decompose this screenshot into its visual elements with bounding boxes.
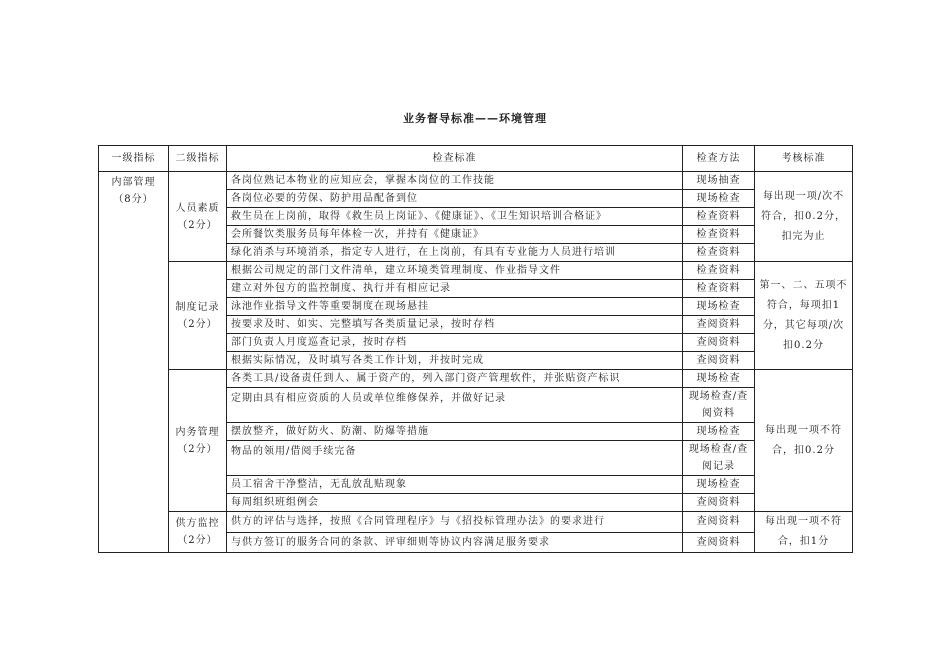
method-cell: 现场检查: [683, 423, 755, 441]
method-cell: 检查资料: [683, 208, 755, 226]
standard-cell: 按要求及时、如实、完整填写各类质量记录，按时存档: [227, 316, 683, 334]
method-cell: 现场检查: [683, 476, 755, 494]
header-standard: 检查标准: [227, 146, 683, 172]
standard-cell: 各岗位熟记本物业的应知应会，掌握本岗位的工作技能: [227, 172, 683, 190]
level2-name: 人员素质: [175, 202, 220, 214]
standard-cell: 绿化消杀与环境消杀，指定专人进行，在上岗前，有具有专业能力人员进行培训: [227, 244, 683, 262]
standard-cell: 与供方签订的服务合同的条款、评审细则等协议内容满足服务要求: [227, 532, 683, 553]
table-row: [99, 172, 853, 190]
method-cell: 检查资料: [683, 262, 755, 280]
standard-cell: 定期由具有相应资质的人员或单位维修保养，并做好记录: [227, 388, 683, 423]
table-row: [99, 370, 853, 388]
header-method: 检查方法: [683, 146, 755, 172]
method-cell: 现场检查/查阅资料: [683, 388, 755, 423]
assessment-cell: 每出现一项不符合，扣0.2分: [755, 370, 853, 512]
level2-cell: [169, 512, 227, 553]
header-level1: 一级指标: [99, 146, 169, 172]
table-header-row: [99, 146, 853, 172]
level2-cell: [169, 262, 227, 370]
level2-score: （2分）: [177, 219, 218, 231]
standard-cell: 根据公司规定的部门文件清单，建立环境类管理制度、作业指导文件: [227, 262, 683, 280]
standard-cell: 员工宿舍干净整洁，无乱放乱贴现象: [227, 476, 683, 494]
standard-cell: 泳池作业指导文件等重要制度在现场悬挂: [227, 298, 683, 316]
standard-cell: 各类工具/设备责任到人、属于资产的，列入部门资产管理软件，并张贴资产标识: [227, 370, 683, 388]
level2-name: 供方监控: [175, 518, 220, 529]
method-cell: 检查资料: [683, 244, 755, 262]
level2-score: （2分）: [177, 318, 218, 330]
method-cell: 现场检查: [683, 298, 755, 316]
table-row: [99, 262, 853, 280]
standard-cell: 物品的领用/借阅手续完备: [227, 441, 683, 476]
method-cell: 现场检查: [683, 370, 755, 388]
method-cell: 查阅资料: [683, 352, 755, 370]
method-cell: 现场检查/查阅记录: [683, 441, 755, 476]
method-cell: 查阅资料: [683, 512, 755, 533]
standard-cell: 部门负责人月度巡查记录，按时存档: [227, 334, 683, 352]
level2-cell: [169, 370, 227, 512]
level1-cell: [99, 172, 169, 553]
method-cell: 查阅资料: [683, 334, 755, 352]
level2-name: 内务管理: [175, 426, 220, 438]
level2-cell: [169, 172, 227, 262]
standard-cell: 建立对外包方的监控制度、执行并有相应记录: [227, 280, 683, 298]
standard-cell: 根据实际情况，及时填写各类工作计划，并按时完成: [227, 352, 683, 370]
method-cell: 检查资料: [683, 280, 755, 298]
assessment-cell: 第一、二、五项不符合，每项扣1分，其它每项/次扣0.2分: [755, 262, 853, 370]
level2-score: （2分）: [177, 443, 218, 455]
method-cell: 现场检查: [683, 190, 755, 208]
level2-score: （2分）: [177, 535, 218, 546]
method-cell: 检查资料: [683, 226, 755, 244]
method-cell: 查阅资料: [683, 532, 755, 553]
assessment-cell: 每出现一项不符合，扣1分: [755, 512, 853, 553]
level1-name: 内部管理: [111, 177, 156, 188]
standard-cell: 救生员在上岗前，取得《救生员上岗证》、《健康证》、《卫生知识培训合格证》: [227, 208, 683, 226]
table-row: [99, 512, 853, 533]
standards-table: [98, 145, 853, 553]
document-title: 业务督导标准——环境管理: [403, 112, 547, 125]
header-assessment: 考核标准: [755, 146, 853, 172]
standard-cell: 会所餐饮类服务员每年体检一次，并持有《健康证》: [227, 226, 683, 244]
level2-name: 制度记录: [175, 301, 220, 313]
standard-cell: 每周组织班组例会: [227, 494, 683, 512]
standard-cell: 摆放整齐，做好防火、防潮、防爆等措施: [227, 423, 683, 441]
level1-score: （8分）: [113, 194, 154, 205]
assessment-cell: 每出现一项/次不符合，扣0.2分，扣完为止: [755, 172, 853, 262]
standard-cell: 各岗位必要的劳保、防护用品配备到位: [227, 190, 683, 208]
standard-cell: 供方的评估与选择，按照《合同管理程序》与《招投标管理办法》的要求进行: [227, 512, 683, 533]
method-cell: 查阅资料: [683, 316, 755, 334]
header-level2: 二级指标: [169, 146, 227, 172]
method-cell: 查阅资料: [683, 494, 755, 512]
method-cell: 现场抽查: [683, 172, 755, 190]
